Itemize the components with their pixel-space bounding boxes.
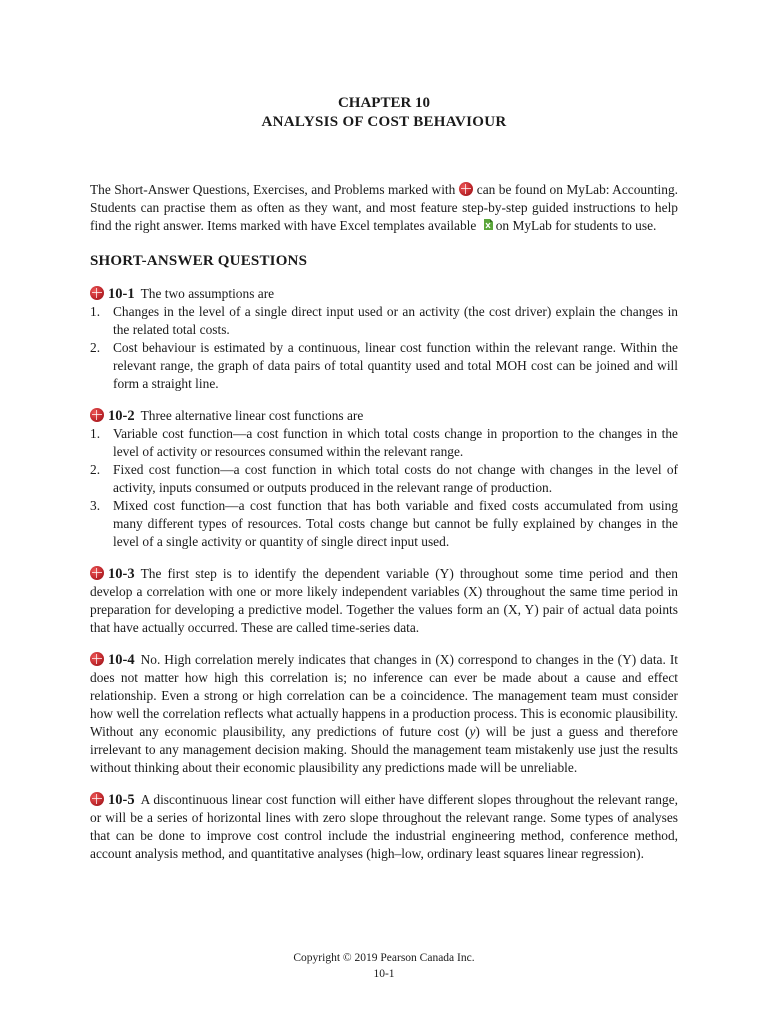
- answer-list: [90, 425, 678, 551]
- mylab-globe-icon: [90, 566, 104, 580]
- list-number: 3.: [90, 498, 101, 513]
- list-text: Cost behaviour is estimated by a continuous, linear cost function within the relevant range. Within the relevant range, the graph of data pairs of total quantity used and total MOH cost can be joined and will form a straight line.: [113, 340, 678, 391]
- list-item: [90, 425, 678, 461]
- intro-paragraph: [90, 181, 678, 235]
- question-number: 10-4: [108, 652, 135, 668]
- mylab-globe-icon: [90, 792, 104, 806]
- list-item: [90, 339, 678, 393]
- list-text: Variable cost function—a cost function in which total costs change in proportion to the changes in the level of activity or resources consumed within the relevant range.: [113, 426, 678, 459]
- intro-text-part2: can be found on MyLab: Accounting. Students can practise them as often as they want, and most feature step-by-step guided instructions to help find the right answer. Items marked with have Excel templates available: [90, 182, 678, 233]
- question-answer-italic: y: [469, 724, 476, 739]
- mylab-globe-icon: [90, 652, 104, 666]
- question-answer-part2: ) will be just a guess and therefore irrelevant to any management decision making. Should the management team mistakenly use just the results without thinking about their economic plausibility any predictions made will be unreliable.: [90, 724, 678, 775]
- mylab-globe-icon: [90, 408, 104, 422]
- question-10-5: [90, 791, 678, 863]
- intro-text-part3: on MyLab for students to use.: [495, 218, 657, 233]
- section-heading: SHORT-ANSWER QUESTIONS: [90, 253, 308, 269]
- question-answer-part1: No. High correlation merely indicates that changes in (X) correspond to changes in the (Y) data. It does not matter how high this correlation is; no inference can ever be made about a cause and effect relationship. Even a strong or high correlation can be a coincidence. The management team must consider how well the correlation reflects what actually happens in a production process. This is economic plausibility. Without any economic plausibility, any predictions of future cost (: [90, 652, 678, 739]
- answer-list: [90, 303, 678, 393]
- list-number: 1.: [90, 426, 101, 441]
- intro-text-part1: The Short-Answer Questions, Exercises, and Problems marked with: [90, 182, 456, 197]
- page-footer: [0, 950, 768, 982]
- question-number: 10-3: [108, 566, 135, 582]
- list-number: 2.: [90, 462, 101, 477]
- excel-template-icon: [482, 218, 494, 231]
- question-lead: Three alternative linear cost functions are: [140, 408, 364, 423]
- mylab-globe-icon: [459, 182, 473, 196]
- list-text: Mixed cost function—a cost function that has both variable and fixed costs accumulated from using many different types of resources. Total costs change but cannot be fully explained by changes in the level of a single activity or quantity of single direct input used.: [113, 498, 678, 549]
- question-number: 10-2: [108, 408, 135, 424]
- list-number: 2.: [90, 340, 101, 355]
- document-page: [90, 94, 678, 863]
- question-10-4: [90, 651, 678, 777]
- list-item: [90, 303, 678, 339]
- question-number: 10-5: [108, 792, 135, 808]
- question-number: 10-1: [108, 286, 135, 302]
- question-10-1: [90, 285, 678, 393]
- chapter-title: ANALYSIS OF COST BEHAVIOUR: [261, 114, 507, 130]
- list-text: Fixed cost function—a cost function in which total costs do not change with changes in the level of activity, inputs consumed or outputs produced in the relevant range of production.: [113, 462, 678, 495]
- question-lead: The two assumptions are: [140, 286, 275, 301]
- copyright-notice: Copyright © 2019 Pearson Canada Inc.: [293, 952, 475, 964]
- list-item: [90, 497, 678, 551]
- list-text: Changes in the level of a single direct input used or an activity (the cost driver) explain the changes in the related total costs.: [113, 304, 678, 337]
- chapter-number: CHAPTER 10: [337, 95, 431, 111]
- mylab-globe-icon: [90, 286, 104, 300]
- question-10-3: [90, 565, 678, 637]
- list-number: 1.: [90, 304, 101, 319]
- page-number: 10-1: [373, 968, 395, 980]
- list-item: [90, 461, 678, 497]
- question-10-2: [90, 407, 678, 551]
- question-answer: The first step is to identify the dependent variable (Y) throughout some time period and then develop a correlation with one or more likely independent variables (X) throughout the same time period in preparation for developing a predictive model. Together the values form an (X, Y) pair of actual data points that have actually occurred. These are called time-series data.: [90, 566, 678, 635]
- question-answer: A discontinuous linear cost function will either have different slopes throughout the relevant range, or will be a series of horizontal lines with zero slope throughout the relevant range. Some types of analyses that can be done to improve cost control include the industrial engineering method, conference method, account analysis method, and quantitative analyses (high–low, ordinary least squares linear regression).: [90, 792, 678, 861]
